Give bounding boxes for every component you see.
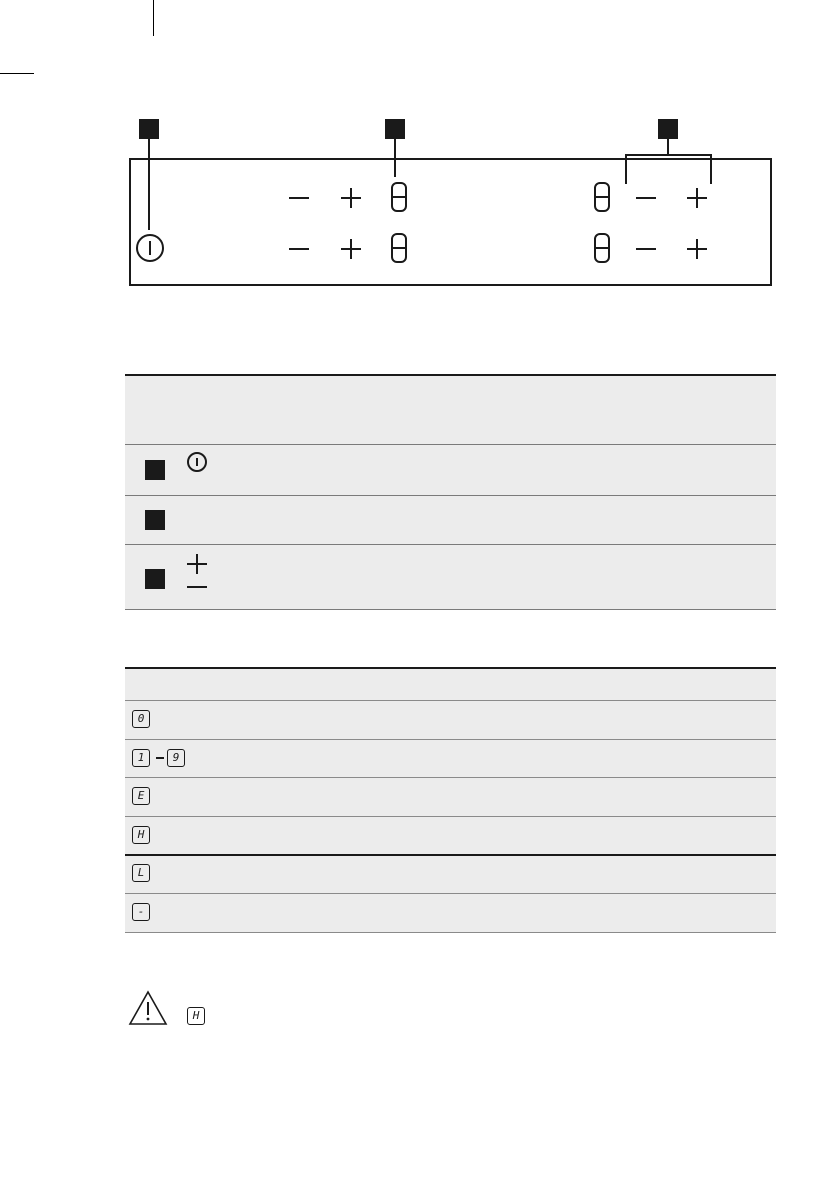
digit-display-icon	[391, 233, 407, 263]
crop-mark-vertical	[153, 0, 154, 36]
display-symbol: -	[132, 903, 150, 921]
power-icon	[187, 452, 207, 472]
plus-icon[interactable]	[341, 188, 361, 208]
callout-2	[145, 510, 165, 530]
plus-icon[interactable]	[687, 239, 707, 259]
minus-icon[interactable]	[636, 248, 656, 250]
plus-icon[interactable]	[687, 188, 707, 208]
table-row	[125, 894, 776, 932]
callout-3	[658, 119, 678, 139]
digit-display-icon	[594, 182, 610, 212]
display-symbol: 0	[132, 710, 150, 728]
table-row	[125, 740, 776, 777]
table-bottom-rule	[125, 932, 776, 933]
digit-display-icon	[594, 233, 610, 263]
plus-icon	[187, 554, 207, 574]
callout-1	[145, 460, 165, 480]
minus-icon[interactable]	[289, 248, 309, 250]
minus-icon	[187, 586, 207, 588]
display-symbol: E	[132, 787, 150, 805]
table-row	[125, 778, 776, 816]
table-header-row	[125, 669, 776, 700]
display-symbol: 9	[167, 749, 185, 767]
display-symbol: H	[132, 826, 150, 844]
minus-icon[interactable]	[636, 197, 656, 199]
table-bottom-rule	[125, 609, 776, 610]
minus-icon[interactable]	[289, 197, 309, 199]
callout-1	[139, 119, 159, 139]
table-header-row	[125, 376, 776, 444]
warning-triangle-icon	[128, 990, 168, 1026]
table-row	[125, 817, 776, 854]
table-row	[125, 496, 776, 544]
leader-line-3	[667, 139, 669, 155]
table-row	[125, 701, 776, 739]
callout-3	[145, 569, 165, 589]
table-row	[125, 445, 776, 495]
digit-display-icon	[391, 182, 407, 212]
display-symbol: 1	[132, 749, 150, 767]
crop-mark-horizontal	[0, 73, 34, 74]
display-symbol: L	[132, 864, 150, 882]
table-row	[125, 545, 776, 609]
bracket-top	[625, 154, 712, 156]
table-row	[125, 856, 776, 893]
control-panel	[129, 158, 772, 286]
callout-2	[385, 119, 405, 139]
range-dash	[156, 757, 164, 759]
plus-icon[interactable]	[341, 239, 361, 259]
power-icon[interactable]	[136, 234, 164, 262]
display-symbol: H	[187, 1007, 205, 1025]
